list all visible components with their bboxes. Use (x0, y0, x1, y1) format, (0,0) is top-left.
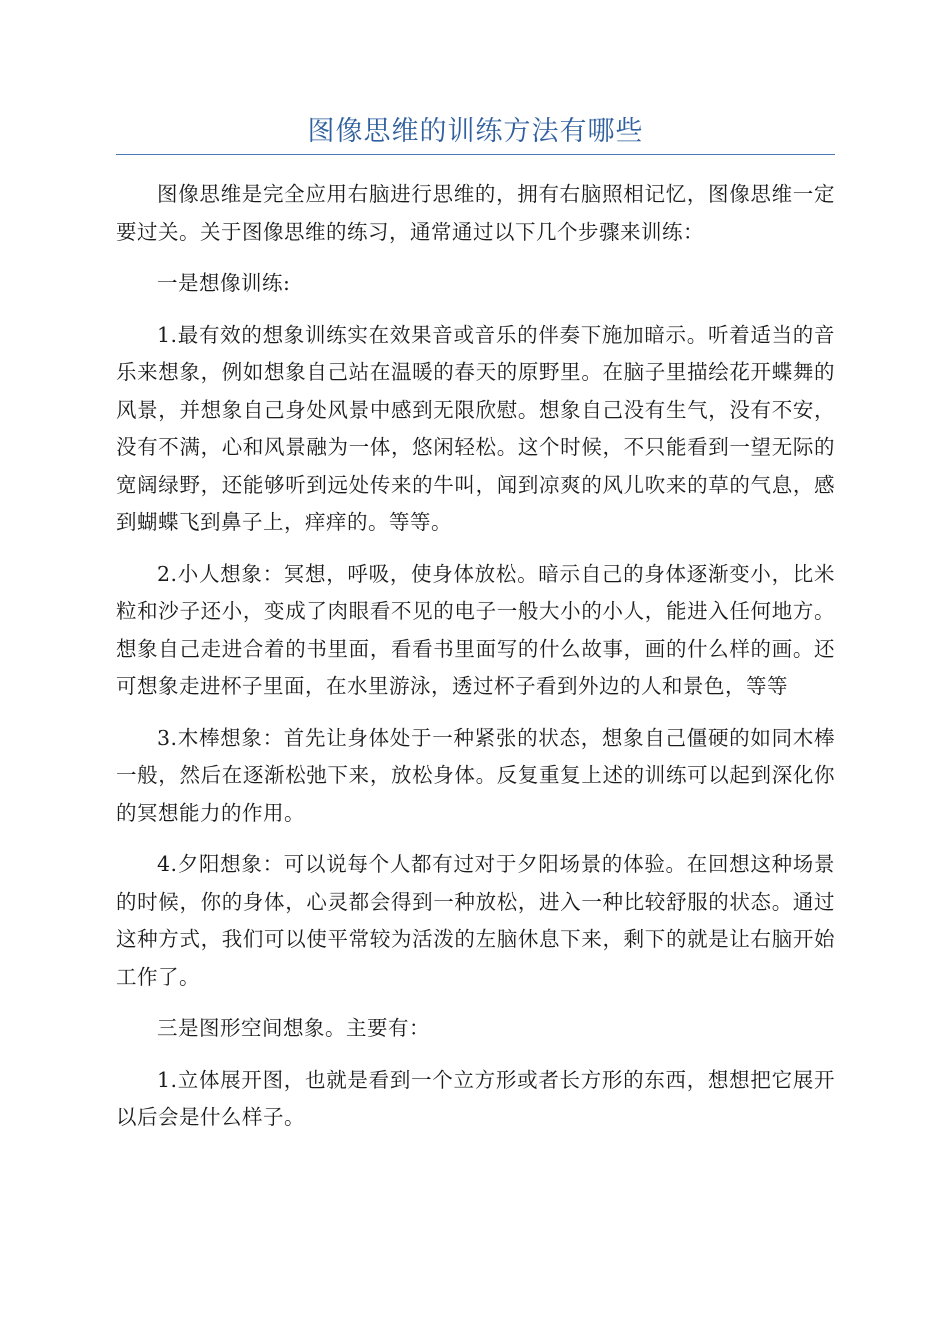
paragraph-item-4: 4.夕阳想象：可以说每个人都有过对于夕阳场景的体验。在回想这种场景的时候，你的身体，心灵都会得到一种放松，进入一种比较舒服的状态。通过这种方式，我们可以使平常较为活泼的左脑休息下来，剩下的就是让右脑开始工作了。 (116, 852, 835, 989)
paragraph-heading-spatial: 三是图形空间想象。主要有： (157, 1016, 430, 1040)
paragraph-item-1: 1.最有效的想象训练实在效果音或音乐的伴奏下施加暗示。听着适当的音乐来想象，例如想象自己站在温暖的春天的原野里。在脑子里描绘花开蝶舞的风景，并想象自己身处风景中感到无限欣慰。想象自己没有生气，没有不安，没有不满，心和风景融为一体，悠闲轻松。这个时候，不只能看到一望无际的宽阔绿野，还能够听到远处传来的牛叫，闻到凉爽的风儿吹来的草的气息，感到蝴蝶飞到鼻子上，痒痒的。等等。 (116, 322, 835, 534)
paragraph-intro: 图像思维是完全应用右脑进行思维的，拥有右脑照相记忆，图像思维一定要过关。关于图像思维的练习，通常通过以下几个步骤来训练： (116, 182, 835, 244)
document-body (116, 176, 835, 1151)
paragraph-heading-imagination: 一是想像训练: (157, 271, 291, 295)
title-underline (116, 154, 835, 155)
document-title: 图像思维的训练方法有哪些 (307, 116, 644, 147)
paragraph-spatial-item-1: 1.立体展开图，也就是看到一个立方形或者长方形的东西，想想把它展开以后会是什么样子。 (116, 1067, 835, 1129)
paragraph-item-3: 3.木棒想象：首先让身体处于一种紧张的状态，想象自己僵硬的如同木棒一般，然后在逐渐松弛下来，放松身体。反复重复上述的训练可以起到深化你的冥想能力的作用。 (116, 725, 835, 825)
paragraph-item-2: 2.小人想象：冥想，呼吸，使身体放松。暗示自己的身体逐渐变小，比米粒和沙子还小，变成了肉眼看不见的电子一般大小的小人，能进入任何地方。想象自己走进合着的书里面，看看书里面写的什么故事，画的什么样的画。还可想象走进杯子里面，在水里游泳，透过杯子看到外边的人和景色，等等 (116, 561, 835, 698)
